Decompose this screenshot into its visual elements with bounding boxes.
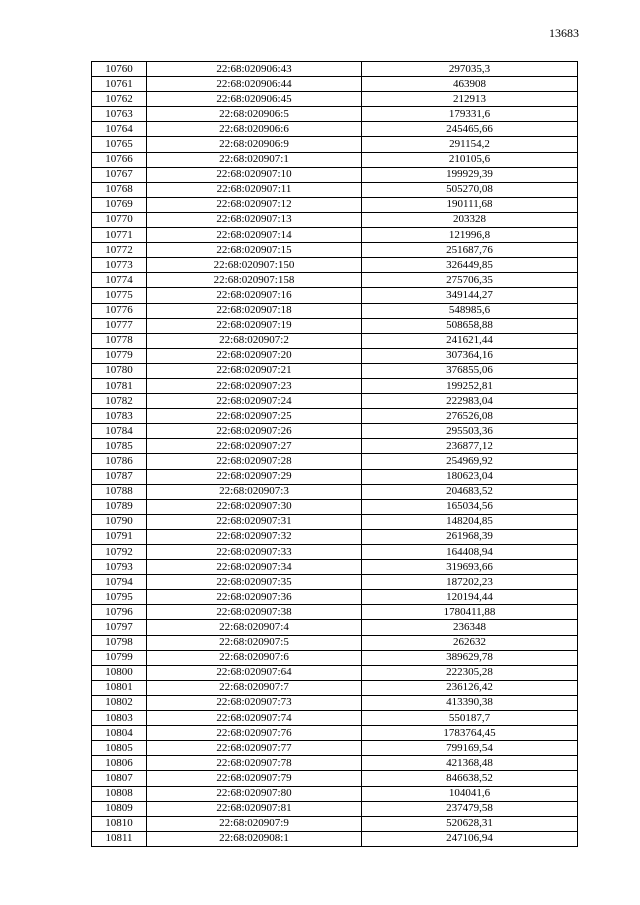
table-row <box>92 635 578 650</box>
cadastral-number-cell: 22:68:020907:9 <box>147 816 362 831</box>
cadastral-value-table <box>91 61 578 847</box>
cadastral-number-cell: 22:68:020906:45 <box>147 92 362 107</box>
table-row <box>92 439 578 454</box>
row-number-cell: 10794 <box>92 575 147 590</box>
row-number-cell: 10808 <box>92 786 147 801</box>
row-number-cell: 10795 <box>92 590 147 605</box>
table-row <box>92 454 578 469</box>
table-row <box>92 469 578 484</box>
value-cell: 165034,56 <box>362 499 578 514</box>
cadastral-number-cell: 22:68:020907:4 <box>147 620 362 635</box>
cadastral-number-cell: 22:68:020908:1 <box>147 831 362 846</box>
value-cell: 376855,06 <box>362 363 578 378</box>
row-number-cell: 10809 <box>92 801 147 816</box>
table-row <box>92 288 578 303</box>
table-row <box>92 529 578 544</box>
value-cell: 251687,76 <box>362 243 578 258</box>
table-row <box>92 801 578 816</box>
cadastral-number-cell: 22:68:020907:73 <box>147 695 362 710</box>
row-number-cell: 10763 <box>92 107 147 122</box>
value-cell: 262632 <box>362 635 578 650</box>
value-cell: 180623,04 <box>362 469 578 484</box>
table-row <box>92 514 578 529</box>
cadastral-number-cell: 22:68:020907:20 <box>147 348 362 363</box>
cadastral-number-cell: 22:68:020907:33 <box>147 545 362 560</box>
table-row <box>92 695 578 710</box>
row-number-cell: 10789 <box>92 499 147 514</box>
cadastral-number-cell: 22:68:020907:74 <box>147 711 362 726</box>
cadastral-number-cell: 22:68:020907:28 <box>147 454 362 469</box>
row-number-cell: 10779 <box>92 348 147 363</box>
row-number-cell: 10773 <box>92 258 147 273</box>
value-cell: 520628,31 <box>362 816 578 831</box>
value-cell: 179331,6 <box>362 107 578 122</box>
row-number-cell: 10774 <box>92 273 147 288</box>
table-row <box>92 258 578 273</box>
value-cell: 1783764,45 <box>362 726 578 741</box>
value-cell: 389629,78 <box>362 650 578 665</box>
row-number-cell: 10783 <box>92 409 147 424</box>
row-number-cell: 10769 <box>92 197 147 212</box>
cadastral-number-cell: 22:68:020906:9 <box>147 137 362 152</box>
cadastral-number-cell: 22:68:020907:76 <box>147 726 362 741</box>
table-row <box>92 726 578 741</box>
value-cell: 210105,6 <box>362 152 578 167</box>
cadastral-number-cell: 22:68:020907:18 <box>147 303 362 318</box>
table-row <box>92 122 578 137</box>
value-cell: 275706,35 <box>362 273 578 288</box>
table-row <box>92 167 578 182</box>
table-row <box>92 363 578 378</box>
value-cell: 241621,44 <box>362 333 578 348</box>
table-row <box>92 605 578 620</box>
table-row <box>92 394 578 409</box>
row-number-cell: 10802 <box>92 695 147 710</box>
value-cell: 199252,81 <box>362 378 578 393</box>
table-row <box>92 484 578 499</box>
row-number-cell: 10777 <box>92 318 147 333</box>
table-row <box>92 499 578 514</box>
value-cell: 550187,7 <box>362 711 578 726</box>
table-row <box>92 409 578 424</box>
cadastral-number-cell: 22:68:020907:24 <box>147 394 362 409</box>
row-number-cell: 10765 <box>92 137 147 152</box>
value-cell: 799169,54 <box>362 741 578 756</box>
table-row <box>92 77 578 92</box>
cadastral-number-cell: 22:68:020907:10 <box>147 167 362 182</box>
row-number-cell: 10806 <box>92 756 147 771</box>
value-cell: 237479,58 <box>362 801 578 816</box>
cadastral-number-cell: 22:68:020907:23 <box>147 378 362 393</box>
value-cell: 236126,42 <box>362 680 578 695</box>
value-cell: 190111,68 <box>362 197 578 212</box>
table-row <box>92 711 578 726</box>
table-row <box>92 197 578 212</box>
value-cell: 164408,94 <box>362 545 578 560</box>
value-cell: 236877,12 <box>362 439 578 454</box>
value-cell: 413390,38 <box>362 695 578 710</box>
table-row <box>92 212 578 227</box>
value-cell: 291154,2 <box>362 137 578 152</box>
table-row <box>92 348 578 363</box>
cadastral-number-cell: 22:68:020907:32 <box>147 529 362 544</box>
page-number: 13683 <box>549 26 579 40</box>
cadastral-number-cell: 22:68:020907:16 <box>147 288 362 303</box>
cadastral-number-cell: 22:68:020907:158 <box>147 273 362 288</box>
table-row <box>92 650 578 665</box>
table-row <box>92 273 578 288</box>
cadastral-number-cell: 22:68:020907:7 <box>147 680 362 695</box>
cadastral-number-cell: 22:68:020907:2 <box>147 333 362 348</box>
cadastral-number-cell: 22:68:020907:77 <box>147 741 362 756</box>
cadastral-number-cell: 22:68:020907:5 <box>147 635 362 650</box>
row-number-cell: 10764 <box>92 122 147 137</box>
table-row <box>92 741 578 756</box>
table-row <box>92 665 578 680</box>
cadastral-number-cell: 22:68:020907:36 <box>147 590 362 605</box>
value-cell: 120194,44 <box>362 590 578 605</box>
row-number-cell: 10801 <box>92 680 147 695</box>
value-cell: 276526,08 <box>362 409 578 424</box>
row-number-cell: 10787 <box>92 469 147 484</box>
value-cell: 1780411,88 <box>362 605 578 620</box>
value-cell: 508658,88 <box>362 318 578 333</box>
row-number-cell: 10804 <box>92 726 147 741</box>
table-row <box>92 680 578 695</box>
row-number-cell: 10767 <box>92 167 147 182</box>
row-number-cell: 10798 <box>92 635 147 650</box>
table-row <box>92 786 578 801</box>
value-cell: 212913 <box>362 92 578 107</box>
row-number-cell: 10782 <box>92 394 147 409</box>
cadastral-number-cell: 22:68:020907:1 <box>147 152 362 167</box>
row-number-cell: 10781 <box>92 378 147 393</box>
cadastral-number-cell: 22:68:020907:78 <box>147 756 362 771</box>
cadastral-number-cell: 22:68:020907:3 <box>147 484 362 499</box>
row-number-cell: 10772 <box>92 243 147 258</box>
value-cell: 254969,92 <box>362 454 578 469</box>
row-number-cell: 10790 <box>92 514 147 529</box>
row-number-cell: 10775 <box>92 288 147 303</box>
table-row <box>92 378 578 393</box>
row-number-cell: 10766 <box>92 152 147 167</box>
row-number-cell: 10796 <box>92 605 147 620</box>
value-cell: 261968,39 <box>362 529 578 544</box>
row-number-cell: 10768 <box>92 182 147 197</box>
value-cell: 295503,36 <box>362 424 578 439</box>
cadastral-number-cell: 22:68:020907:25 <box>147 409 362 424</box>
value-cell: 505270,08 <box>362 182 578 197</box>
row-number-cell: 10805 <box>92 741 147 756</box>
cadastral-number-cell: 22:68:020906:5 <box>147 107 362 122</box>
row-number-cell: 10810 <box>92 816 147 831</box>
row-number-cell: 10799 <box>92 650 147 665</box>
cadastral-number-cell: 22:68:020906:6 <box>147 122 362 137</box>
table-row <box>92 318 578 333</box>
cadastral-number-cell: 22:68:020907:38 <box>147 605 362 620</box>
row-number-cell: 10786 <box>92 454 147 469</box>
table-row <box>92 424 578 439</box>
row-number-cell: 10761 <box>92 77 147 92</box>
row-number-cell: 10800 <box>92 665 147 680</box>
value-cell: 307364,16 <box>362 348 578 363</box>
table-row <box>92 182 578 197</box>
value-cell: 121996,8 <box>362 228 578 243</box>
table-body <box>92 62 578 847</box>
table-row <box>92 243 578 258</box>
row-number-cell: 10771 <box>92 228 147 243</box>
value-cell: 548985,6 <box>362 303 578 318</box>
value-cell: 148204,85 <box>362 514 578 529</box>
row-number-cell: 10803 <box>92 711 147 726</box>
row-number-cell: 10788 <box>92 484 147 499</box>
cadastral-number-cell: 22:68:020907:26 <box>147 424 362 439</box>
table-row <box>92 545 578 560</box>
cadastral-number-cell: 22:68:020906:44 <box>147 77 362 92</box>
value-cell: 222305,28 <box>362 665 578 680</box>
value-cell: 463908 <box>362 77 578 92</box>
row-number-cell: 10780 <box>92 363 147 378</box>
row-number-cell: 10762 <box>92 92 147 107</box>
table-row <box>92 756 578 771</box>
cadastral-number-cell: 22:68:020907:12 <box>147 197 362 212</box>
cadastral-number-cell: 22:68:020907:79 <box>147 771 362 786</box>
cadastral-number-cell: 22:68:020907:150 <box>147 258 362 273</box>
cadastral-number-cell: 22:68:020907:64 <box>147 665 362 680</box>
cadastral-number-cell: 22:68:020907:19 <box>147 318 362 333</box>
cadastral-number-cell: 22:68:020907:31 <box>147 514 362 529</box>
table-row <box>92 92 578 107</box>
cadastral-number-cell: 22:68:020907:29 <box>147 469 362 484</box>
row-number-cell: 10778 <box>92 333 147 348</box>
value-cell: 846638,52 <box>362 771 578 786</box>
table-row <box>92 620 578 635</box>
row-number-cell: 10791 <box>92 529 147 544</box>
value-cell: 349144,27 <box>362 288 578 303</box>
row-number-cell: 10760 <box>92 62 147 77</box>
table-row <box>92 771 578 786</box>
value-cell: 222983,04 <box>362 394 578 409</box>
table-row <box>92 228 578 243</box>
value-cell: 236348 <box>362 620 578 635</box>
cadastral-number-cell: 22:68:020907:80 <box>147 786 362 801</box>
table-row <box>92 590 578 605</box>
cadastral-number-cell: 22:68:020907:21 <box>147 363 362 378</box>
row-number-cell: 10807 <box>92 771 147 786</box>
value-cell: 203328 <box>362 212 578 227</box>
value-cell: 204683,52 <box>362 484 578 499</box>
cadastral-number-cell: 22:68:020907:11 <box>147 182 362 197</box>
value-cell: 421368,48 <box>362 756 578 771</box>
table-row <box>92 831 578 846</box>
row-number-cell: 10793 <box>92 560 147 575</box>
cadastral-number-cell: 22:68:020907:15 <box>147 243 362 258</box>
cadastral-number-cell: 22:68:020907:30 <box>147 499 362 514</box>
table-row <box>92 107 578 122</box>
value-cell: 187202,23 <box>362 575 578 590</box>
table-row <box>92 137 578 152</box>
cadastral-number-cell: 22:68:020907:13 <box>147 212 362 227</box>
cadastral-number-cell: 22:68:020907:6 <box>147 650 362 665</box>
row-number-cell: 10784 <box>92 424 147 439</box>
cadastral-number-cell: 22:68:020906:43 <box>147 62 362 77</box>
row-number-cell: 10811 <box>92 831 147 846</box>
value-cell: 319693,66 <box>362 560 578 575</box>
row-number-cell: 10770 <box>92 212 147 227</box>
row-number-cell: 10792 <box>92 545 147 560</box>
cadastral-number-cell: 22:68:020907:14 <box>147 228 362 243</box>
value-cell: 104041,6 <box>362 786 578 801</box>
table-row <box>92 816 578 831</box>
value-cell: 199929,39 <box>362 167 578 182</box>
cadastral-number-cell: 22:68:020907:81 <box>147 801 362 816</box>
table-row <box>92 560 578 575</box>
cadastral-number-cell: 22:68:020907:27 <box>147 439 362 454</box>
cadastral-number-cell: 22:68:020907:34 <box>147 560 362 575</box>
row-number-cell: 10776 <box>92 303 147 318</box>
row-number-cell: 10797 <box>92 620 147 635</box>
table-row <box>92 333 578 348</box>
table-row <box>92 575 578 590</box>
value-cell: 326449,85 <box>362 258 578 273</box>
table-row <box>92 303 578 318</box>
value-cell: 245465,66 <box>362 122 578 137</box>
value-cell: 297035,3 <box>362 62 578 77</box>
cadastral-number-cell: 22:68:020907:35 <box>147 575 362 590</box>
table-row <box>92 62 578 77</box>
table-row <box>92 152 578 167</box>
row-number-cell: 10785 <box>92 439 147 454</box>
value-cell: 247106,94 <box>362 831 578 846</box>
